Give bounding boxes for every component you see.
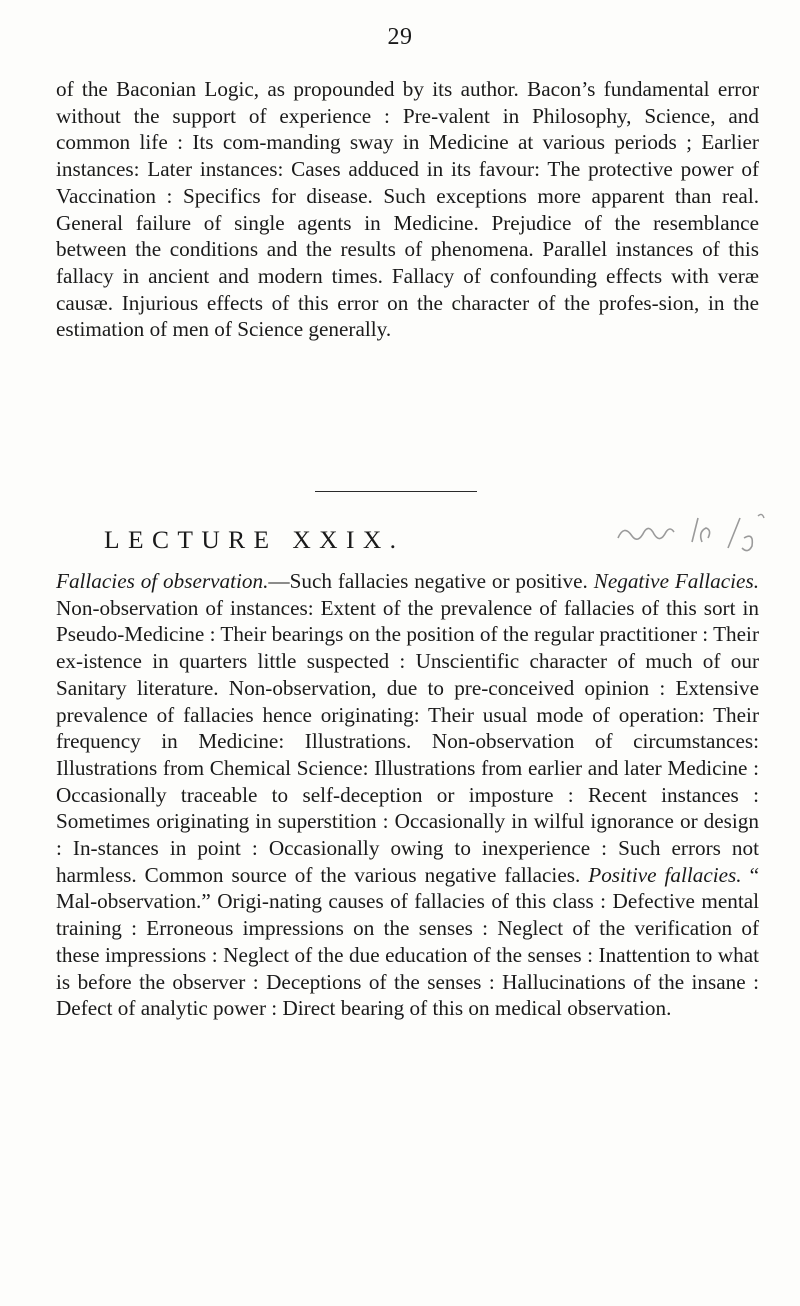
observation-fallacies-text: —Such fallacies negative or positive.: [268, 569, 594, 593]
page-number: 29: [387, 24, 413, 50]
handwritten-annotation: [610, 508, 770, 558]
lecture-heading: LECTURE XXIX.: [104, 525, 405, 554]
intro-paragraph: of the Baconian Logic, as propounded by its author. Bacon’s fundamental error without the support of experience : Pre-valent in Philosophy, Science, and common life : Its com-manding sway in Medicine at various periods ; Earlier instances: Later instances: Cases adduced in its favour: The protective power of Vaccination : Specifics for disease. Such exceptions more apparent than real. General failure of single agents in Medicine. Prejudice of the resemblance between the conditions and the results of phenomena. Parallel instances of this fallacy in ancient and modern times. Fallacy of confounding effects with veræ causæ. Injurious effects of this error on the character of the profes-sion, in the estimation of men of Science generally.: [56, 77, 759, 342]
negative-fallacies-text: Non-observation of instances: Extent of the prevalence of fallacies of this sort in Pseudo-Medicine : Their bearings on the position of the regular practitioner : Their ex-istence in quarters little suspected : Unscientific character of much of our Sanitary literature. Non-observation, due to pre-conceived opinion : Extensive prevalence of fallacies hence originating: Their usual mode of operation: Their frequency in Medicine: Illustrations. Non-observation of circumstances: Illustrations from Chemical Science: Illustrations from earlier and later Medicine : Occasionally traceable to self-deception or imposture : Recent instances : Sometimes originating in superstition : Occasionally in wilful ignorance or design : In-stances in point : Occasionally owing to inexperience : Such errors not harmless. Common source of the various negative fallacies.: [56, 595, 759, 887]
positive-fallacies-title: Positive fallacies.: [588, 862, 742, 887]
observation-fallacies-title: Fallacies of observation.: [56, 569, 269, 593]
negative-fallacies-title: Negative Fallacies.: [593, 569, 759, 593]
lecture-summary-paragraph: [56, 568, 759, 1022]
positive-fallacies-text: “ Mal-observation.” Origi-nating causes of fallacies of this class : Defective mental training : Erroneous impressions on the senses : Neglect of the verification of these impressions : Neglect of the due education of the senses : Inattention to what is before the observer : Deceptions of the senses : Hallucinations of the insane : Defect of analytic power : Direct bearing of this on medical observation.: [56, 862, 759, 1021]
section-divider: [315, 491, 477, 492]
